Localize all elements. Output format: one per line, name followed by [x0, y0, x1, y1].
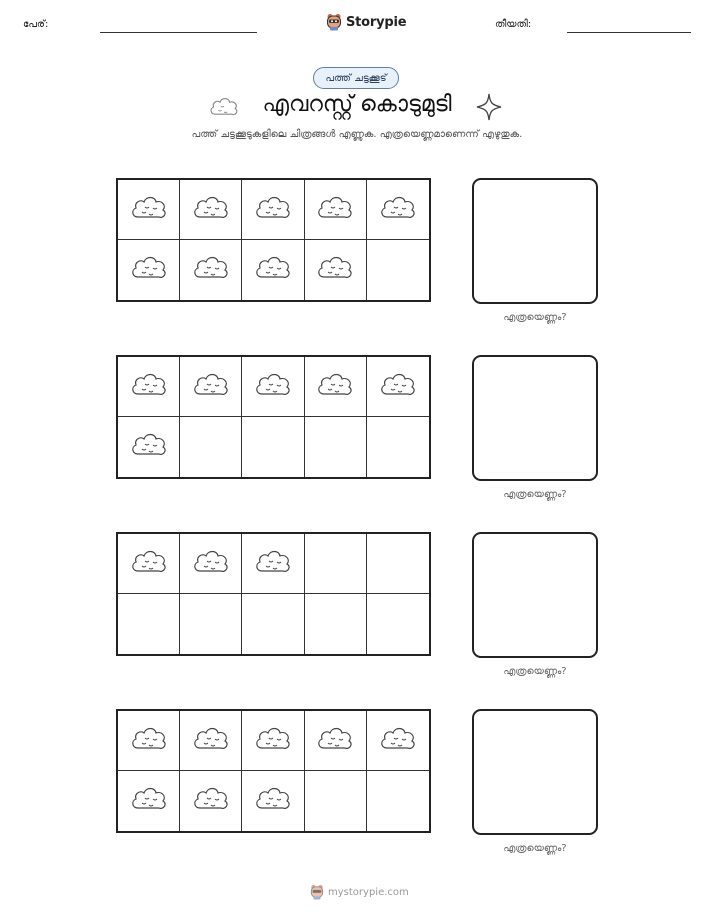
cloud-icon: [253, 546, 293, 582]
frame-cell: [367, 711, 429, 771]
answer-box[interactable]: [472, 178, 598, 304]
frame-cell: [118, 180, 180, 240]
ten-frame: [116, 355, 431, 479]
cloud-icon: [191, 252, 231, 288]
date-field[interactable]: [567, 32, 691, 33]
instructions: പത്ത് ചട്ടക്കൂടുകളിലെ ചിത്രങ്ങൾ എണ്ണുക. എത്രയെണ്ണമാണെന്ന് എഴുതുക.: [191, 129, 523, 140]
frame-cell: [118, 417, 180, 477]
footer-url: mystorypie.com: [328, 886, 409, 898]
frame-cell: [305, 771, 367, 831]
cloud-icon: [191, 192, 231, 228]
answer-box[interactable]: [472, 709, 598, 835]
cloud-icon: [253, 723, 293, 759]
ten-frame: [116, 178, 431, 302]
frame-cell: [305, 534, 367, 594]
how-many-label: എത്രയെണ്ണം?: [503, 489, 567, 500]
frame-cell: [242, 594, 304, 654]
cloud-icon: [378, 723, 418, 759]
cloud-icon: [315, 192, 355, 228]
frame-cell: [305, 180, 367, 240]
how-many-label: എത്രയെണ്ണം?: [503, 312, 567, 323]
frame-cell: [367, 771, 429, 831]
cloud-icon: [253, 369, 293, 405]
cloud-icon: [315, 723, 355, 759]
sparkle-icon: [476, 93, 502, 125]
frame-cell: [118, 240, 180, 300]
brand-logo: [326, 13, 406, 31]
frame-cell: [180, 711, 242, 771]
ten-frame: [116, 532, 431, 656]
frame-cell: [305, 417, 367, 477]
cloud-icon: [129, 783, 169, 819]
brand-name: Storypie: [346, 14, 407, 30]
cloud-icon: [129, 429, 169, 465]
answer-box[interactable]: [472, 355, 598, 481]
frame-cell: [180, 180, 242, 240]
name-field[interactable]: [100, 32, 257, 33]
frame-cell: [118, 711, 180, 771]
cloud-icon: [129, 252, 169, 288]
frame-cell: [242, 711, 304, 771]
cloud-icon: [191, 723, 231, 759]
date-label: തീയതി:: [495, 19, 532, 30]
frame-cell: [118, 771, 180, 831]
frame-cell: [242, 240, 304, 300]
frame-cell: [118, 357, 180, 417]
cloud-icon: [315, 252, 355, 288]
frame-cell: [118, 534, 180, 594]
frame-cell: [180, 771, 242, 831]
frame-cell: [242, 534, 304, 594]
frame-cell: [180, 357, 242, 417]
cloud-icon: [129, 369, 169, 405]
storypie-mascot-icon: [326, 13, 342, 31]
cloud-icon: [129, 723, 169, 759]
frame-cell: [367, 417, 429, 477]
cloud-icon: [253, 783, 293, 819]
cloud-icon: [315, 369, 355, 405]
frame-cell: [242, 357, 304, 417]
frame-cell: [180, 534, 242, 594]
cloud-icon: [253, 192, 293, 228]
frame-cell: [118, 594, 180, 654]
frame-cell: [242, 417, 304, 477]
cloud-icon: [378, 192, 418, 228]
frame-cell: [242, 771, 304, 831]
how-many-label: എത്രയെണ്ണം?: [503, 843, 567, 854]
frame-cell: [305, 594, 367, 654]
frame-cell: [367, 180, 429, 240]
page-title: എവറസ്റ്റ് കൊടുമുടി: [262, 92, 452, 117]
storypie-mascot-icon: [310, 884, 324, 900]
ten-frame: [116, 709, 431, 833]
frame-cell: [367, 594, 429, 654]
frame-cell: [367, 357, 429, 417]
frame-cell: [180, 594, 242, 654]
footer: [310, 884, 409, 900]
worksheet-tag: പത്ത് ചട്ടക്കൂട്: [313, 67, 399, 89]
cloud-icon: [191, 546, 231, 582]
cloud-icon: [253, 252, 293, 288]
cloud-icon: [191, 369, 231, 405]
frame-cell: [305, 711, 367, 771]
frame-cell: [242, 180, 304, 240]
frame-cell: [180, 240, 242, 300]
name-label: പേര്:: [23, 19, 49, 30]
cloud-icon: [129, 546, 169, 582]
answer-box[interactable]: [472, 532, 598, 658]
frame-cell: [367, 240, 429, 300]
cloud-icon: [378, 369, 418, 405]
cloud-icon: [129, 192, 169, 228]
frame-cell: [305, 357, 367, 417]
frame-cell: [180, 417, 242, 477]
how-many-label: എത്രയെണ്ണം?: [503, 666, 567, 677]
cloud-icon: [191, 783, 231, 819]
frame-cell: [367, 534, 429, 594]
frame-cell: [305, 240, 367, 300]
